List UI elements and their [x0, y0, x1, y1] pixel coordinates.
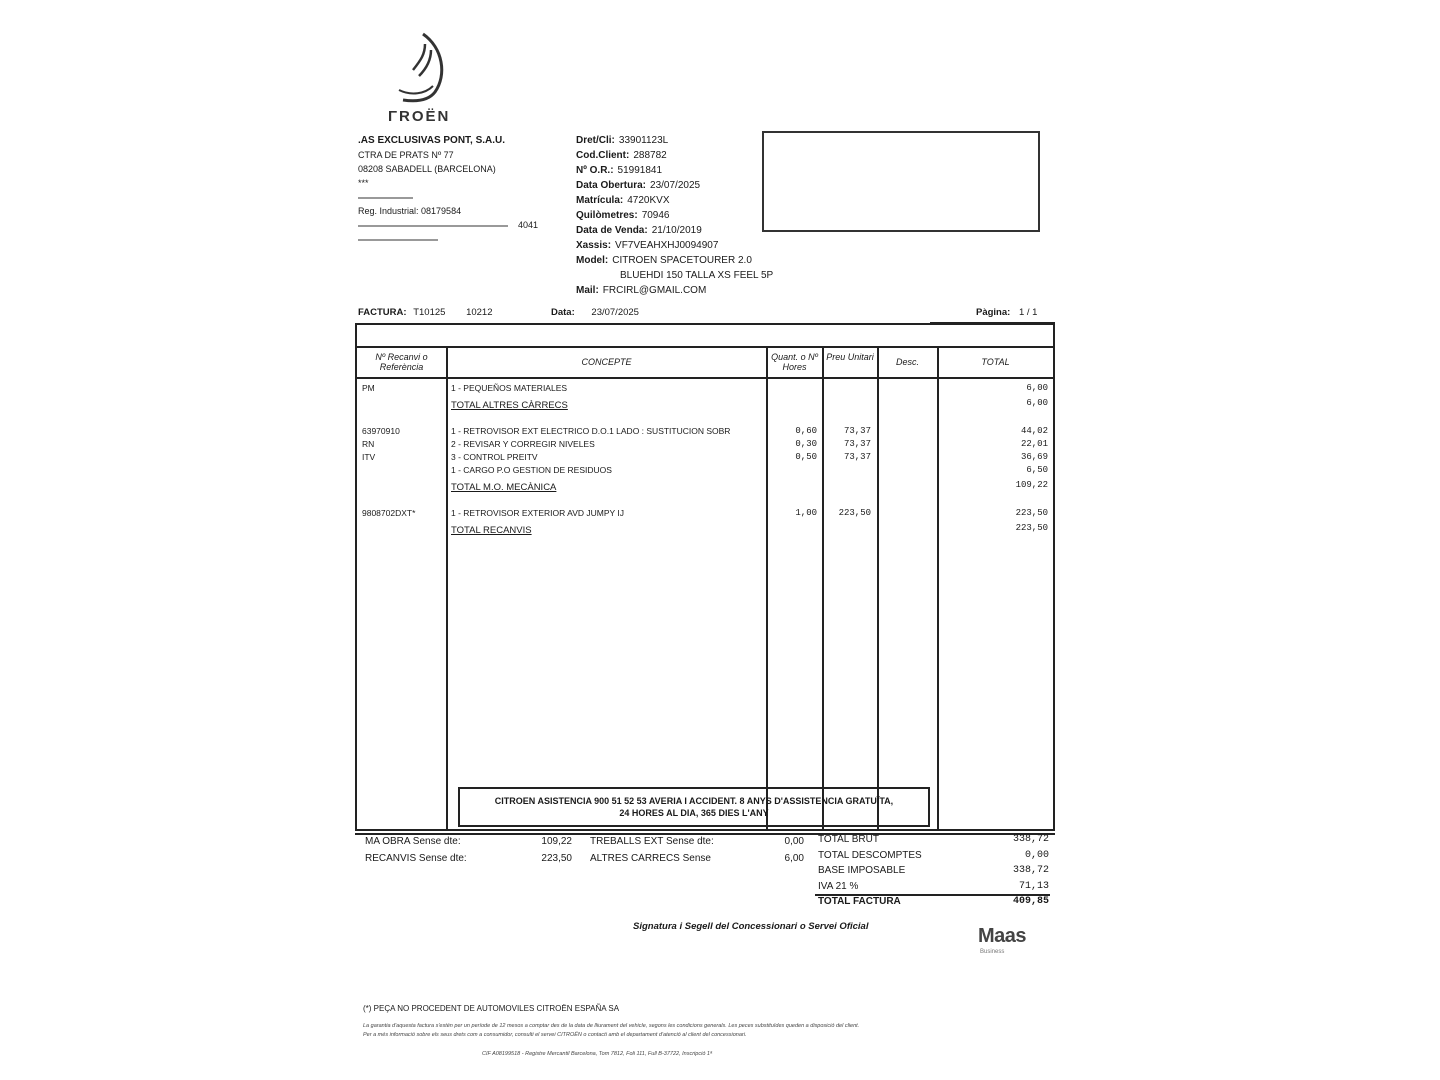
meta-value: 33901123L [618, 135, 669, 146]
vehicle-meta [576, 133, 773, 298]
line-concept: 1 - RETROVISOR EXT ELECTRICO D.O.1 LADO : SUSTITUCION SOBR [451, 426, 731, 436]
line-ref: ITV [362, 452, 376, 462]
signature-label: Signatura i Segell del Concessionari o Servei Oficial [633, 921, 869, 932]
meta-value: CITROEN SPACETOURER 2.0 [612, 255, 752, 266]
assistance-notice [458, 787, 930, 827]
section-total-label: TOTAL RECANVIS [451, 525, 532, 536]
footer-fine-1: La garantia d'aquesta factura s'estén per un període de 12 mesos a comptar des de la data de lliurament del vehicle, segons les condicions generals. Les peces substituïdes queden a disposició del client. [363, 1023, 860, 1029]
meta-key: Matrícula: [576, 195, 624, 206]
redaction-bar [358, 225, 508, 227]
summary-value: 223,50 [541, 853, 572, 864]
line-ref: 63970910 [362, 426, 400, 436]
total-rule [815, 894, 1050, 896]
line-concept: 3 - CONTROL PREITV [451, 452, 538, 462]
line-price: 73,37 [843, 439, 871, 449]
summary-label: TOTAL FACTURA [818, 896, 901, 907]
section-total-label: TOTAL M.O. MECÀNICA [451, 482, 557, 493]
summary-label: MA OBRA Sense dte: [365, 836, 461, 847]
meta-value: 21/10/2019 [651, 225, 702, 236]
invoice-date-label: Data: [551, 307, 575, 318]
meta-value: 288782 [633, 150, 667, 161]
summary-label: BASE IMPOSABLE [818, 865, 906, 876]
meta-row [576, 268, 773, 283]
line-total: 6,00 [1026, 383, 1048, 393]
meta-row [576, 178, 773, 193]
brand-name: ΓROËN [388, 108, 451, 125]
col-header-desc: Desc. [895, 357, 919, 367]
meta-key: Nº O.R.: [576, 165, 614, 176]
meta-row [576, 283, 773, 298]
maas-logo-sub: Business [980, 949, 1005, 955]
line-qty: 0,30 [795, 439, 817, 449]
meta-row [576, 238, 773, 253]
col-header-qty: Quant. o Nº Hores [771, 352, 818, 372]
summary-value: 71,13 [1018, 880, 1049, 892]
line-qty: 0,50 [795, 452, 817, 462]
meta-key: Model: [576, 255, 609, 266]
summary-label: TOTAL DESCOMPTES [818, 849, 922, 861]
redaction-bar [358, 197, 413, 199]
line-concept: 1 - PEQUEÑOS MATERIALES [451, 383, 568, 393]
dealer-address2: 08208 SABADELL (BARCELONA) [358, 164, 496, 174]
meta-row [576, 133, 773, 148]
line-total: 36,69 [1020, 452, 1048, 462]
customer-address-box [762, 131, 1040, 232]
footer-fine-2: Per a més informació sobre els seus drets com a consumidor, consulti el servei CITROËN o contacti amb el departament d'atenció al client del concessionari. [363, 1032, 747, 1038]
line-ref: RN [362, 439, 375, 449]
section-total-value: 109,22 [1015, 480, 1048, 490]
meta-key: Data de Venda: [576, 225, 648, 236]
invoice-label: FACTURA: [358, 307, 407, 318]
maas-logo: Maas [978, 925, 1027, 947]
summary-label: RECANVIS Sense dte: [365, 853, 467, 864]
invoice-number: 10212 [466, 307, 493, 318]
line-concept: 1 - CARGO P.O GESTION DE RESIDUOS [451, 465, 612, 475]
meta-row [576, 208, 773, 223]
line-qty: 1,00 [795, 508, 817, 518]
summary-value: 338,72 [1012, 865, 1049, 876]
meta-value: VF7VEAHXHJ0094907 [615, 240, 719, 251]
summary-value: 409,85 [1012, 896, 1049, 907]
meta-row [576, 193, 773, 208]
summary-value: 109,22 [541, 836, 572, 847]
line-total: 6,50 [1026, 465, 1048, 475]
line-price: 73,37 [843, 452, 871, 462]
summary-label: TREBALLS EXT Sense dte: [590, 836, 714, 847]
meta-key: Cod.Client: [576, 150, 630, 161]
invoice-series: T10125 [413, 307, 446, 318]
dealer-reg: Reg. Industrial: 08179584 [358, 206, 462, 216]
meta-key: Quilòmetres: [576, 210, 638, 221]
line-ref: PM [362, 383, 375, 393]
meta-key: Data Obertura: [576, 180, 647, 191]
line-price: 73,37 [843, 426, 871, 436]
section-total-value: 6,00 [1026, 398, 1048, 408]
notice-line1: CITROEN ASISTENCIA 900 51 52 53 AVERIA I ACCIDENT. 8 ANYS D'ASSISTENCIA GRATUÏTA, [494, 796, 894, 806]
citroen-chevrons-icon [395, 30, 455, 105]
meta-value: BLUEHDI 150 TALLA XS FEEL 5P [620, 270, 774, 281]
summary-label: TOTAL BRUT [818, 834, 879, 845]
dealer-name: .AS EXCLUSIVAS PONT, S.A.U. [358, 135, 506, 146]
col-header-price: Preu Unitari [826, 352, 874, 362]
meta-row [576, 163, 773, 178]
redaction-bar [358, 239, 438, 241]
dealer-line3: *** [358, 178, 369, 188]
col-header-concept: CONCEPTE [581, 357, 632, 367]
invoice-date: 23/07/2025 [591, 307, 639, 318]
summary-value: 0,00 [1024, 849, 1049, 861]
meta-key: Xassis: [576, 240, 612, 251]
section-total-label: TOTAL ALTRES CÀRRECS [451, 400, 568, 411]
dealer-info [358, 134, 539, 246]
footer-fine-3: CIF A08199518 - Registre Mercantil Barcelona, Tom 7812, Foli 111, Full B-37722, Inscripció 1ª [482, 1051, 712, 1057]
meta-key: Dret/Cli: [576, 135, 615, 146]
meta-value: 23/07/2025 [650, 180, 701, 191]
invoice-table [355, 323, 1055, 831]
notice-line2: 24 HORES AL DIA, 365 DIES L'ANY [619, 808, 769, 818]
meta-value: 70946 [641, 210, 670, 221]
page-value: 1 / 1 [1018, 307, 1038, 318]
section-total-value: 223,50 [1015, 523, 1048, 533]
summary-top-rule [355, 833, 1055, 835]
line-qty: 0,60 [795, 426, 817, 436]
line-total: 22,01 [1020, 439, 1048, 449]
meta-row [576, 148, 773, 163]
invoice-number-row [358, 307, 493, 318]
meta-row [576, 253, 773, 268]
meta-value: 4720KVX [627, 195, 670, 206]
col-header-total: TOTAL [981, 357, 1010, 367]
col-header-ref: Nº Recanvi o Referència [375, 352, 428, 372]
line-concept: 2 - REVISAR Y CORREGIR NIVELES [451, 439, 595, 449]
line-ref: 9808702DXT* [362, 508, 416, 518]
meta-value: FRCIRL@GMAIL.COM [602, 285, 707, 296]
invoice-date-row [551, 307, 639, 318]
footer-note: (*) PEÇA NO PROCEDENT DE AUTOMOVILES CITROËN ESPAÑA SA [363, 1004, 620, 1013]
meta-row [576, 223, 773, 238]
summary-value: 0,00 [784, 836, 804, 847]
line-total: 44,02 [1020, 426, 1048, 436]
dealer-line-tail: 4041 [518, 220, 539, 230]
line-concept: 1 - RETROVISOR EXTERIOR AVD JUMPY IJ [451, 508, 625, 518]
page-label: Pàgina: [976, 307, 1011, 318]
summary-value: 338,72 [1012, 834, 1049, 845]
meta-value: 51991841 [617, 165, 663, 176]
meta-key: Mail: [576, 285, 599, 296]
dealer-address1: CTRA DE PRATS Nº 77 [358, 150, 454, 160]
line-price: 223,50 [838, 508, 871, 518]
line-total: 223,50 [1015, 508, 1048, 518]
summary-value: 6,00 [784, 853, 804, 864]
summary-label: ALTRES CÀRRECS Sense [590, 853, 711, 864]
summary-label: IVA 21 % [818, 880, 859, 892]
page-indicator [976, 307, 1037, 318]
